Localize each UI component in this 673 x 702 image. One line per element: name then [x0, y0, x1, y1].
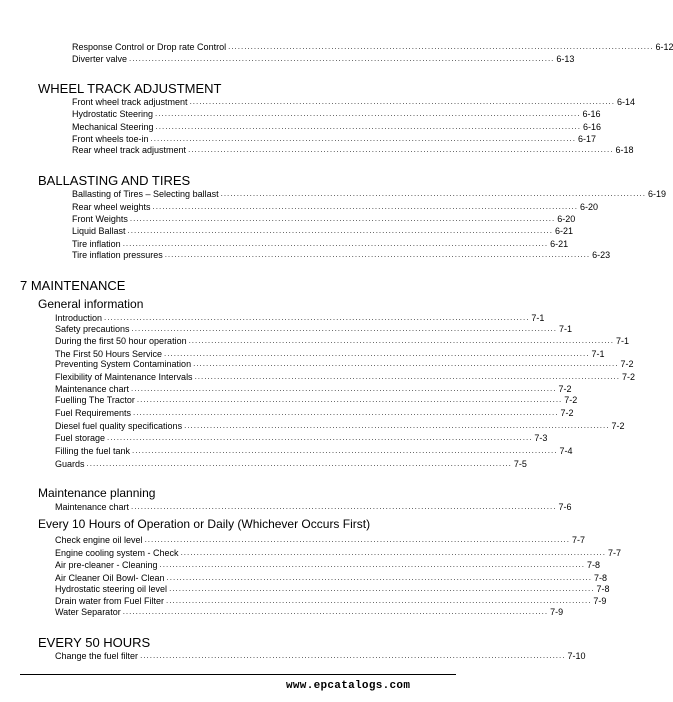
toc-entry-label: Tire inflation pressures	[72, 250, 163, 260]
toc-entry-label: Tire inflation	[72, 239, 121, 249]
footer-divider	[20, 674, 456, 675]
dot-leader: ....................................................................................................................................	[129, 214, 556, 223]
toc-entry-page: 7-1	[591, 349, 605, 359]
section-heading-wheel-track: WHEEL TRACK ADJUSTMENT	[38, 81, 222, 96]
toc-entry-label: Flexibility of Maintenance Intervals	[55, 372, 193, 382]
toc-entry-page: 7-9	[593, 596, 607, 606]
toc-entry-page: 6-23	[592, 250, 611, 260]
toc-entry[interactable]	[55, 559, 600, 571]
toc-entry-page: 6-16	[582, 122, 601, 132]
toc-entry-page: 6-12	[655, 42, 673, 52]
toc-entry[interactable]	[72, 188, 666, 200]
dot-leader: ....................................................................................................................................	[122, 607, 549, 616]
dot-leader: ....................................................................................................................................	[169, 584, 595, 593]
toc-entry-label: During the first 50 hour operation	[55, 336, 187, 346]
toc-entry[interactable]	[72, 96, 635, 108]
toc-entry[interactable]	[72, 41, 673, 53]
toc-entry-label: Drain water from Fuel Filter	[55, 596, 165, 606]
toc-entry-label: Water Separator	[55, 607, 121, 617]
dot-leader: ....................................................................................................................................	[152, 202, 578, 211]
toc-entry-page: 7-10	[567, 651, 586, 661]
dot-leader: ....................................................................................................................................	[129, 54, 555, 63]
toc-entry-page: 6-18	[615, 145, 634, 155]
toc-entry[interactable]	[72, 108, 601, 120]
toc-entry-label: Engine cooling system - Check	[55, 548, 179, 558]
toc-entry-label: Front wheel track adjustment	[72, 97, 188, 107]
dot-leader: ....................................................................................................................................	[155, 122, 581, 131]
toc-entry[interactable]	[55, 371, 635, 383]
toc-entry[interactable]	[55, 547, 621, 559]
toc-entry-page: 7-2	[611, 421, 625, 431]
dot-leader: ....................................................................................................................................	[131, 502, 557, 511]
toc-entry[interactable]	[55, 323, 572, 335]
toc-entry-page: 7-4	[559, 446, 573, 456]
toc-entry-page: 7-9	[550, 607, 564, 617]
dot-leader: ....................................................................................................................................	[150, 134, 576, 143]
toc-entry-page: 6-17	[577, 134, 596, 144]
dot-leader: ....................................................................................................................................	[131, 384, 557, 393]
toc-entry-page: 6-20	[579, 202, 598, 212]
toc-entry-label: Fuel Requirements	[55, 408, 132, 418]
toc-entry-label: Introduction	[55, 313, 103, 323]
dot-leader: ....................................................................................................................................	[194, 372, 620, 381]
dot-leader: ....................................................................................................................................	[159, 560, 585, 569]
dot-leader: ....................................................................................................................................	[107, 433, 533, 442]
toc-entry[interactable]	[55, 358, 634, 370]
toc-entry-label: Fuel storage	[55, 433, 106, 443]
toc-entry-label: Air Cleaner Oil Bowl- Clean	[55, 573, 165, 583]
toc-entry[interactable]	[72, 53, 575, 65]
toc-entry-label: Ballasting of Tires – Selecting ballast	[72, 189, 219, 199]
footer-url[interactable]: www.epcatalogs.com	[286, 680, 411, 692]
toc-entry-page: 6-19	[647, 189, 666, 199]
toc-entry[interactable]	[72, 201, 598, 213]
dot-leader: ....................................................................................................................................	[155, 109, 581, 118]
section-heading-planning: Maintenance planning	[38, 486, 156, 500]
toc-entry-page: 7-8	[596, 584, 610, 594]
toc-entry-label: Air pre-cleaner - Cleaning	[55, 560, 158, 570]
toc-entry-label: Maintenance chart	[55, 384, 130, 394]
toc-entry[interactable]	[55, 650, 586, 662]
toc-entry-page: 7-1	[615, 336, 629, 346]
toc-entry-page: 7-2	[621, 372, 635, 382]
dot-leader: ....................................................................................................................................	[127, 226, 553, 235]
toc-entry-page: 7-2	[620, 359, 634, 369]
section-heading-ballasting: BALLASTING AND TIRES	[38, 173, 191, 188]
toc-entry-page: 6-14	[616, 97, 635, 107]
dot-leader: ....................................................................................................................................	[180, 548, 606, 557]
dot-leader: ....................................................................................................................................	[188, 336, 614, 345]
dot-leader: ....................................................................................................................................	[193, 359, 619, 368]
toc-entry-label: Diesel fuel quality specifications	[55, 421, 183, 431]
dot-leader: ....................................................................................................................................	[166, 596, 592, 605]
toc-entry-page: 7-8	[586, 560, 600, 570]
dot-leader: ....................................................................................................................................	[144, 535, 570, 544]
toc-entry-label: Preventing System Contamination	[55, 359, 192, 369]
toc-entry-page: 6-13	[556, 54, 575, 64]
toc-entry[interactable]	[55, 458, 527, 470]
toc-entry-label: Rear wheel weights	[72, 202, 151, 212]
dot-leader: ....................................................................................................................................	[166, 573, 592, 582]
toc-entry[interactable]	[55, 501, 572, 513]
toc-entry-page: 7-6	[558, 502, 572, 512]
toc-entry-label: The First 50 Hours Service	[55, 349, 163, 359]
toc-entry[interactable]	[72, 121, 601, 133]
toc-entry-label: Front Weights	[72, 214, 128, 224]
toc-entry-label: Safety precautions	[55, 324, 130, 334]
toc-entry[interactable]	[55, 394, 578, 406]
toc-entry-label: Filling the fuel tank	[55, 446, 131, 456]
chapter-heading: 7 MAINTENANCE	[20, 278, 126, 293]
toc-entry[interactable]	[55, 335, 629, 347]
dot-leader: ....................................................................................................................................	[140, 651, 566, 660]
toc-entry-page: 7-2	[560, 408, 574, 418]
toc-entry[interactable]	[72, 249, 611, 261]
section-heading-general: General information	[38, 297, 144, 311]
dot-leader: ....................................................................................................................................	[188, 145, 614, 154]
toc-entry-page: 7-7	[571, 535, 585, 545]
toc-entry[interactable]	[55, 420, 625, 432]
toc-entry-page: 7-2	[558, 384, 572, 394]
dot-leader: ....................................................................................................................................	[131, 324, 557, 333]
dot-leader: ....................................................................................................................................	[136, 395, 563, 404]
dot-leader: ....................................................................................................................................	[104, 313, 530, 322]
dot-leader: ....................................................................................................................................	[122, 239, 549, 248]
toc-entry-label: Hydrostatic Steering	[72, 109, 154, 119]
dot-leader: ....................................................................................................................................	[220, 189, 646, 198]
toc-entry-page: 6-20	[557, 214, 576, 224]
toc-entry-label: Maintenance chart	[55, 502, 130, 512]
toc-entry-label: Mechanical Steering	[72, 122, 154, 132]
section-heading-every-10-hours: Every 10 Hours of Operation or Daily (Whichever Occurs First)	[38, 517, 371, 531]
toc-entry-page: 6-21	[550, 239, 569, 249]
toc-entry-page: 7-7	[607, 548, 621, 558]
dot-leader: ....................................................................................................................................	[133, 408, 559, 417]
dot-leader: ....................................................................................................................................	[184, 421, 610, 430]
toc-entry-page: 7-1	[558, 324, 572, 334]
toc-entry-page: 7-8	[593, 573, 607, 583]
section-heading-every-50-hours: EVERY 50 HOURS	[38, 635, 151, 650]
toc-entry-page: 7-1	[531, 313, 545, 323]
toc-entry-label: Rear wheel track adjustment	[72, 145, 187, 155]
toc-entry[interactable]	[55, 445, 573, 457]
toc-entry[interactable]	[55, 534, 585, 546]
toc-entry-label: Liquid Ballast	[72, 226, 126, 236]
toc-entry[interactable]	[72, 225, 573, 237]
toc-entry-page: 6-21	[554, 226, 573, 236]
toc-entry-label: Guards	[55, 459, 85, 469]
dot-leader: ....................................................................................................................................	[164, 349, 590, 358]
toc-entry-page: 7-3	[534, 433, 548, 443]
toc-entry[interactable]	[55, 583, 610, 595]
toc-entry-label: Fuelling The Tractor	[55, 395, 135, 405]
toc-entry-page: 6-16	[582, 109, 601, 119]
toc-entry[interactable]	[72, 144, 634, 156]
toc-entry-page: 7-2	[564, 395, 578, 405]
dot-leader: ....................................................................................................................................	[189, 97, 615, 106]
toc-entry-label: Check engine oil level	[55, 535, 143, 545]
toc-entry[interactable]	[55, 432, 548, 444]
dot-leader: ....................................................................................................................................	[228, 42, 654, 51]
toc-entry-label: Response Control or Drop rate Control	[72, 42, 227, 52]
toc-entry[interactable]	[55, 407, 574, 419]
toc-entry-label: Hydrostatic steering oil level	[55, 584, 168, 594]
dot-leader: ....................................................................................................................................	[132, 446, 558, 455]
dot-leader: ....................................................................................................................................	[86, 459, 512, 468]
toc-entry-label: Front wheels toe-in	[72, 134, 149, 144]
toc-entry-label: Change the fuel filter	[55, 651, 139, 661]
toc-entry[interactable]	[72, 213, 576, 225]
toc-entry-label: Diverter valve	[72, 54, 128, 64]
toc-entry[interactable]	[55, 606, 564, 618]
toc-entry-page: 7-5	[513, 459, 527, 469]
dot-leader: ....................................................................................................................................	[164, 250, 591, 259]
